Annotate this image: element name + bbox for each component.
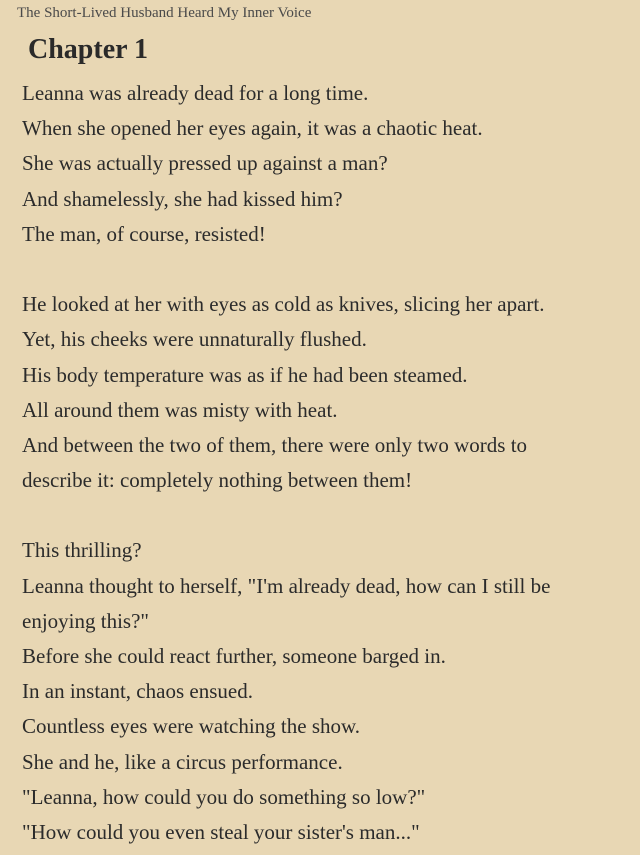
text-line: When she opened her eyes again, it was a chaotic heat. — [22, 116, 483, 141]
text-line: The man, of course, resisted! — [22, 221, 266, 246]
text-line: Yet, his cheeks were unnaturally flushed. — [22, 327, 367, 352]
text-line: He looked at her with eyes as cold as knives, slicing her apart. — [22, 292, 545, 317]
text-line: enjoying this?" — [22, 608, 149, 633]
text-line: She was actually pressed up against a man? — [22, 151, 388, 176]
text-line: describe it: completely nothing between them! — [22, 468, 413, 493]
text-line: Leanna was already dead for a long time. — [22, 81, 369, 105]
book-title: The Short-Lived Husband Heard My Inner Voice — [17, 5, 312, 21]
text-line: All around them was misty with heat. — [22, 397, 338, 422]
text-line: This thrilling? — [22, 538, 142, 563]
text-line: His body temperature was as if he had been steamed. — [22, 362, 468, 387]
text-line: And shamelessly, she had kissed him? — [22, 186, 343, 211]
text-line: "How could you even steal your sister's man..." — [22, 819, 420, 844]
text-line: "Leanna, how could you do something so low?" — [22, 784, 426, 809]
text-line: Leanna thought to herself, "I'm already dead, how can I still be — [22, 573, 551, 598]
chapter-title: Chapter 1 — [28, 34, 149, 65]
chapter-text — [22, 76, 632, 850]
text-line: And between the two of them, there were only two words to — [22, 432, 528, 457]
text-line: In an instant, chaos ensued. — [22, 679, 253, 704]
paragraph-break — [22, 498, 632, 533]
text-line: Countless eyes were watching the show. — [22, 714, 361, 739]
text-line: She and he, like a circus performance. — [22, 749, 343, 774]
text-line: Before she could react further, someone barged in. — [22, 644, 446, 668]
paragraph-break — [22, 252, 632, 287]
